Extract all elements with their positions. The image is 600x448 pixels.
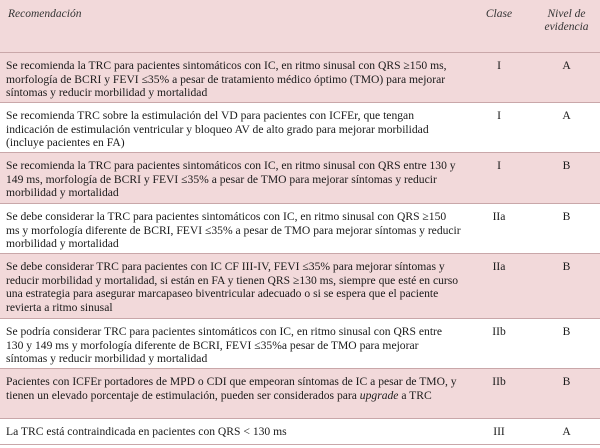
recommendation-text: Se recomienda TRC sobre la estimulación del VD para pacientes con ICFEr, que tengan indicación de estimulación ventricular y bloqueo AV de alto grado para mejorar morbilidad (incluye pacientes en FA) (6, 109, 429, 150)
level-cell (533, 319, 600, 369)
recommendation-cell (0, 369, 465, 419)
recommendation-text: Se debe considerar TRC para pacientes con IC CF III-IV, FEVI ≤35% para mejorar síntomas y reducir morbilidad y mortalidad, si están en FA y tienen QRS ≥130 ms, siempre que esté en curso una estrategia para asegurar marcapaseo biventricular adecuado o si se espera que el paciente revierta a ritmo sinusal (6, 260, 459, 314)
class-cell (465, 254, 533, 319)
table-row (0, 369, 600, 419)
recommendation-cell (0, 204, 465, 254)
class-cell (465, 153, 533, 204)
class-value: III (493, 425, 505, 438)
class-value: IIa (492, 260, 506, 273)
recommendation-cell (0, 53, 465, 103)
table-row (0, 204, 600, 254)
class-cell (465, 319, 533, 369)
level-cell (533, 153, 600, 204)
header-evidence-level-line1: Nivel de (547, 8, 586, 20)
recommendation-text-before: Pacientes con ICFEr portadores de MPD o CDI que empeoran síntomas de IC a pesar de TMO, y tienen un elevado porcentaje de estimulación, pueden ser considerados para (6, 375, 457, 402)
recommendation-cell (0, 153, 465, 204)
level-cell (533, 204, 600, 254)
level-value: A (562, 109, 571, 122)
class-value: I (497, 159, 501, 172)
header-class: Clase (465, 0, 533, 53)
class-value: IIb (492, 325, 506, 338)
class-value: I (497, 109, 501, 122)
recommendation-cell (0, 419, 465, 445)
level-value: B (562, 210, 571, 223)
level-value: B (562, 159, 571, 172)
header-recommendation: Recomendación (0, 0, 465, 53)
level-value: B (562, 260, 571, 273)
level-value: A (562, 59, 571, 72)
level-cell (533, 419, 600, 445)
level-cell (533, 254, 600, 319)
level-cell (533, 103, 600, 153)
recommendation-text-after: a TRC (398, 388, 432, 402)
table-row (0, 254, 600, 319)
level-value: B (562, 375, 571, 388)
table-header-row (0, 0, 600, 53)
table-row (0, 319, 600, 369)
level-value: A (562, 425, 571, 438)
recommendation-text: Se debe considerar la TRC para pacientes sintomáticos con IC, en ritmo sinusal con QRS ≥150 ms y morfología diferente de BCRI, FEVI ≤35% a pesar de TMO para mejorar síntomas y reducir morbilidad y mortalidad (6, 210, 461, 251)
table-row (0, 153, 600, 204)
level-value: B (562, 325, 571, 338)
recommendation-text: Se recomienda la TRC para pacientes sintomáticos con IC, en ritmo sinusal con QRS ≥150 ms, morfología de BCRI y FEVI ≤35% a pesar de tratamiento médico óptimo (TMO) para mejorar síntomas y reducir morbilidad y mortalidad (6, 59, 447, 100)
table-row (0, 419, 600, 445)
recommendation-text: Se podría considerar TRC para pacientes sintomáticos con IC, en ritmo sinusal con QRS entre 130 y 149 ms y morfología diferente de BCRI, FEVI ≤35%a pesar de TMO para mejorar síntomas y reducir morbilidad y mortalidad (6, 325, 443, 366)
level-cell (533, 53, 600, 103)
recommendation-cell (0, 103, 465, 153)
class-cell (465, 53, 533, 103)
class-cell (465, 369, 533, 419)
recommendation-cell (0, 254, 465, 319)
recommendation-cell (0, 319, 465, 369)
table-row (0, 53, 600, 103)
class-cell (465, 103, 533, 153)
table-row (0, 103, 600, 153)
class-cell (465, 204, 533, 254)
recommendation-text: Se recomienda la TRC para pacientes sintomáticos con IC, en ritmo sinusal con QRS entre 130 y 149 ms, morfología de BCRI y FEVI ≤35% a pesar de TMO para mejorar síntomas y reducir morbilidad y mortalidad (6, 159, 456, 200)
recommendation-text: La TRC está contraindicada en pacientes con QRS < 130 ms (6, 425, 287, 438)
level-cell (533, 369, 600, 419)
class-cell (465, 419, 533, 445)
class-value: IIb (492, 375, 506, 388)
recommendation-text-italic: upgrade (359, 388, 399, 402)
header-evidence-level-line2: evidencia (544, 21, 589, 33)
recommendation-text (6, 369, 461, 402)
class-value: I (497, 59, 501, 72)
class-value: IIa (492, 210, 506, 223)
header-evidence-level (533, 0, 600, 53)
